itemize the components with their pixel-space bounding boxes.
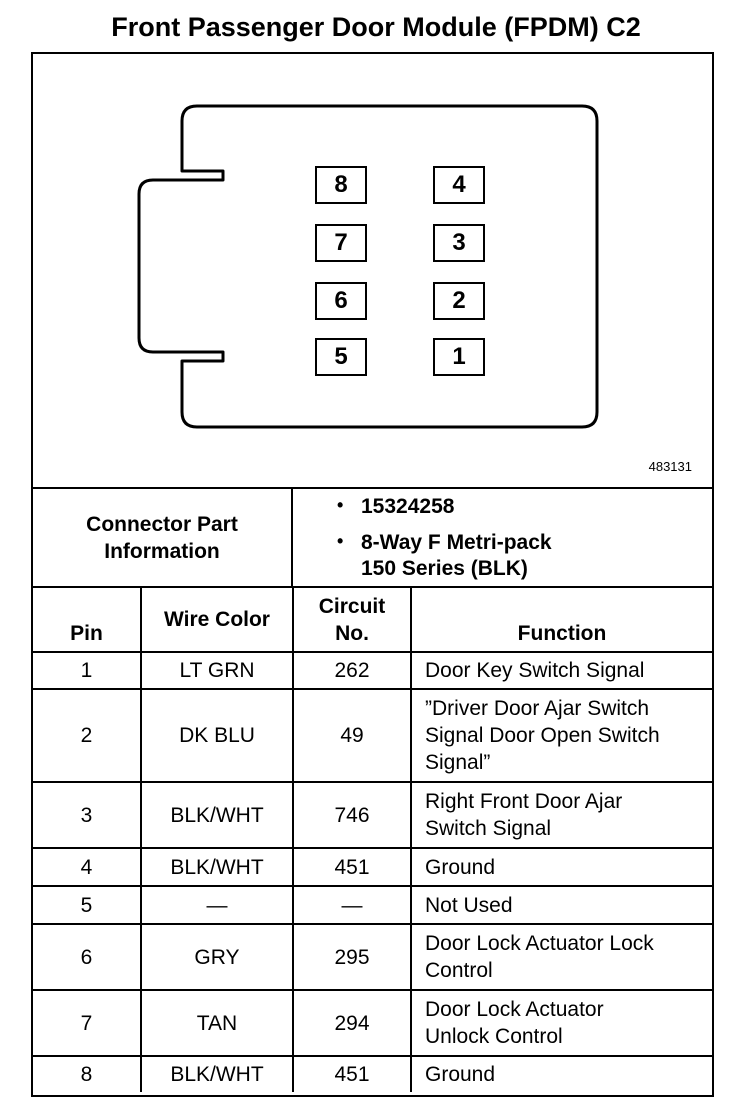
cell-pin: 8 [33, 1056, 141, 1092]
table-row [33, 652, 712, 689]
header-function: Function [411, 588, 712, 652]
cell-pin: 6 [33, 924, 141, 990]
table-row [33, 924, 712, 990]
cell-function: Right Front Door Ajar Switch Signal [411, 782, 712, 848]
connector-info-list [295, 489, 712, 586]
pin-cavity-3: 3 [433, 224, 485, 262]
cell-function: Ground [411, 1056, 712, 1092]
cell-pin: 1 [33, 652, 141, 689]
connector-info-label: Connector Part Information [33, 489, 293, 586]
cell-circuit: 294 [293, 990, 411, 1056]
cell-pin: 5 [33, 886, 141, 924]
cell-circuit: 451 [293, 1056, 411, 1092]
cell-circuit: 262 [293, 652, 411, 689]
cell-circuit: 295 [293, 924, 411, 990]
header-circuit-no: Circuit No. [293, 588, 411, 652]
cell-wire-color: BLK/WHT [141, 848, 293, 886]
pin-cavity-1: 1 [433, 338, 485, 376]
table-row [33, 782, 712, 848]
pin-cavity-5: 5 [315, 338, 367, 376]
pin-cavity-2: 2 [433, 282, 485, 320]
table-row [33, 689, 712, 782]
pin-cavity-4: 4 [433, 166, 485, 204]
connector-frame [31, 52, 714, 1097]
cell-function: ”Driver Door Ajar Switch Signal Door Open Switch Signal” [411, 689, 712, 782]
cell-circuit: 49 [293, 689, 411, 782]
pin-cavity-8: 8 [315, 166, 367, 204]
table-row [33, 886, 712, 924]
cell-pin: 4 [33, 848, 141, 886]
header-pin: Pin [33, 588, 141, 652]
cell-wire-color: BLK/WHT [141, 1056, 293, 1092]
connector-part-number: 15324258 [361, 495, 455, 518]
cell-function: Door Key Switch Signal [411, 652, 712, 689]
connector-part-info [33, 489, 712, 588]
cell-circuit: 451 [293, 848, 411, 886]
connector-type: 8-Way F Metri-pack [361, 531, 552, 554]
cell-pin: 3 [33, 782, 141, 848]
cell-wire-color: DK BLU [141, 689, 293, 782]
cell-wire-color: LT GRN [141, 652, 293, 689]
page-title: Front Passenger Door Module (FPDM) C2 [111, 12, 641, 42]
pin-cavity-6: 6 [315, 282, 367, 320]
connector-outline [33, 54, 712, 487]
cell-wire-color: BLK/WHT [141, 782, 293, 848]
connector-diagram [33, 54, 712, 489]
diagram-part-number: 483131 [648, 459, 692, 474]
header-wire-color: Wire Color [141, 588, 293, 652]
pin-cavity-7: 7 [315, 224, 367, 262]
cell-wire-color: GRY [141, 924, 293, 990]
bullet-icon: • [337, 531, 344, 551]
pinout-table [33, 588, 712, 1092]
connector-series: 150 Series (BLK) [361, 557, 528, 580]
table-row [33, 848, 712, 886]
cell-pin: 7 [33, 990, 141, 1056]
table-row [33, 990, 712, 1056]
cell-circuit: 746 [293, 782, 411, 848]
cell-wire-color: TAN [141, 990, 293, 1056]
cell-function: Door Lock Actuator Lock Control [411, 924, 712, 990]
table-row [33, 1056, 712, 1092]
bullet-icon: • [337, 495, 344, 515]
cell-function: Ground [411, 848, 712, 886]
cell-circuit: — [293, 886, 411, 924]
cell-function: Not Used [411, 886, 712, 924]
cell-wire-color: — [141, 886, 293, 924]
cell-function: Door Lock Actuator Unlock Control [411, 990, 712, 1056]
cell-pin: 2 [33, 689, 141, 782]
